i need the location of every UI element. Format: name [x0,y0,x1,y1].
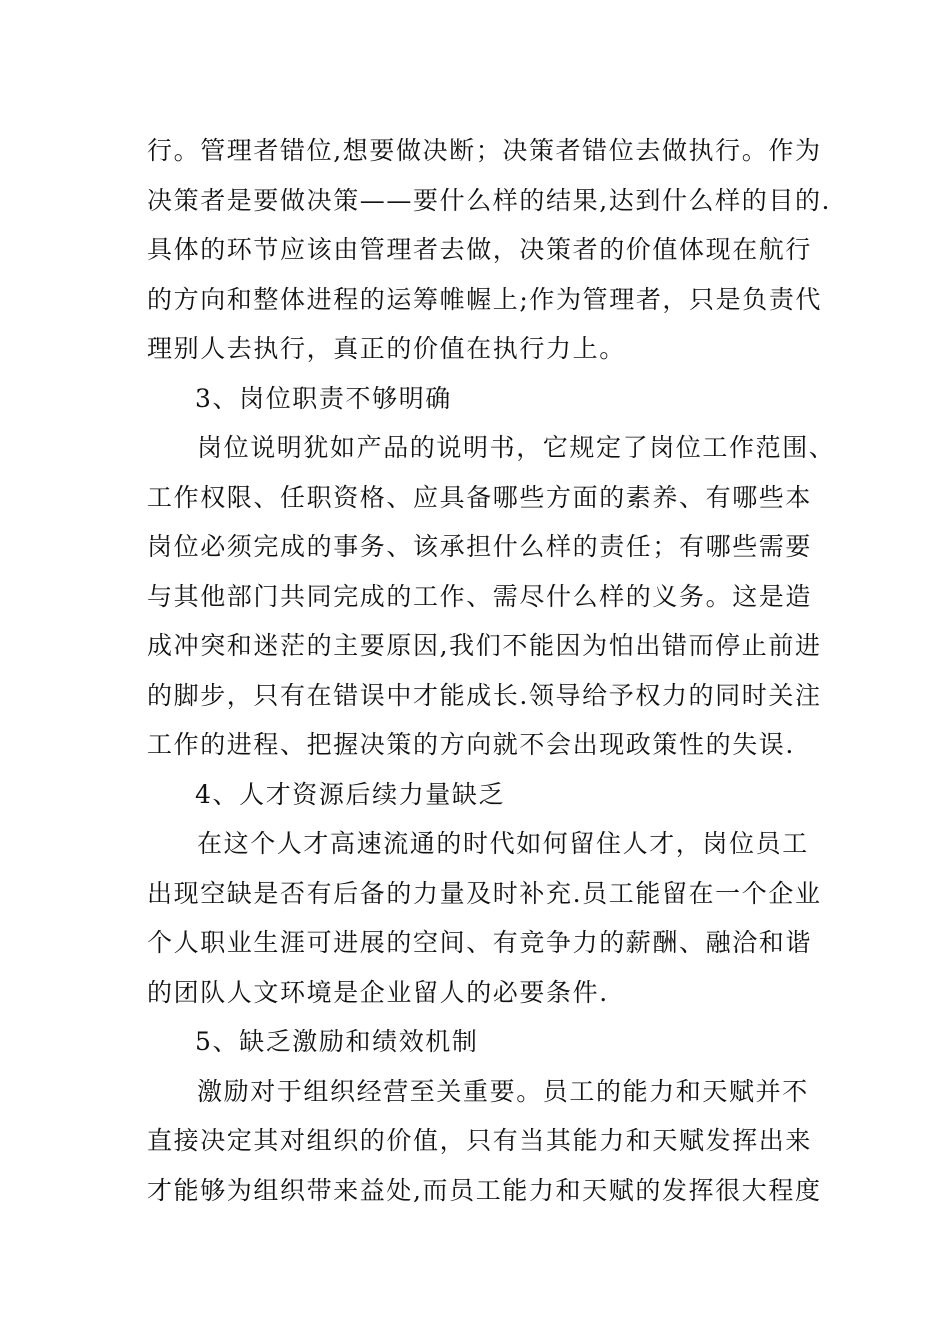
paragraph-line: 工作权限、任职资格、应具备哪些方面的素养、有哪些本 [147,482,813,512]
paragraph-first-line: 激励对于组织经营至关重要。员工的能力和天赋并不 [197,1076,809,1106]
paragraph-first-line: 岗位说明犹如产品的说明书，它规定了岗位工作范围、 [197,433,836,462]
section-heading-3: 3、岗位职责不够明确 [195,383,452,413]
paragraph-line: 的方向和整体进程的运筹帷幄上;作为管理者，只是负责代 [147,284,823,314]
paragraph-line: 个人职业生涯可进展的空间、有竞争力的薪酬、融洽和谐 [147,928,813,957]
paragraph-first-line: 在这个人才高速流通的时代如何留住人才，岗位员工 [197,829,809,858]
paragraph-line: 与其他部门共同完成的工作、需尽什么样的义务。这是造 [147,581,813,611]
paragraph-line: 直接决定其对组织的价值，只有当其能力和天赋发挥出来 [147,1126,813,1155]
document-body [147,126,836,1215]
paragraph-line: 成冲突和迷茫的主要原因,我们不能因为怕出错而停止前进 [147,631,822,660]
section-heading-4: 4、人才资源后续力量缺乏 [195,779,506,809]
paragraph-line: 岗位必须完成的事务、该承担什么样的责任；有哪些需要 [147,532,813,561]
section-heading-5: 5、缺乏激励和绩效机制 [195,1027,479,1056]
paragraph-line: 工作的进程、把握决策的方向就不会出现政策性的失误. [147,730,795,759]
paragraph-line: 决策者是要做决策——要什么样的结果,达到什么样的目的. [147,185,832,215]
paragraph-line: 的团队人文环境是企业留人的必要条件. [147,977,609,1007]
paragraph-line: 才能够为组织带来益处,而员工能力和天赋的发挥很大程度 [147,1175,822,1205]
paragraph-line: 具体的环节应该由管理者去做，决策者的价值体现在航行 [147,235,813,264]
paragraph-line: 行。管理者错位,想要做决断；决策者错位去做执行。作为 [147,136,822,165]
paragraph-line: 的脚步，只有在错误中才能成长.领导给予权力的同时关注 [147,680,822,710]
paragraph-line: 出现空缺是否有后备的力量及时补充.员工能留在一个企业 [147,878,822,908]
paragraph-line: 理别人去执行，真正的价值在执行力上。 [147,334,626,363]
